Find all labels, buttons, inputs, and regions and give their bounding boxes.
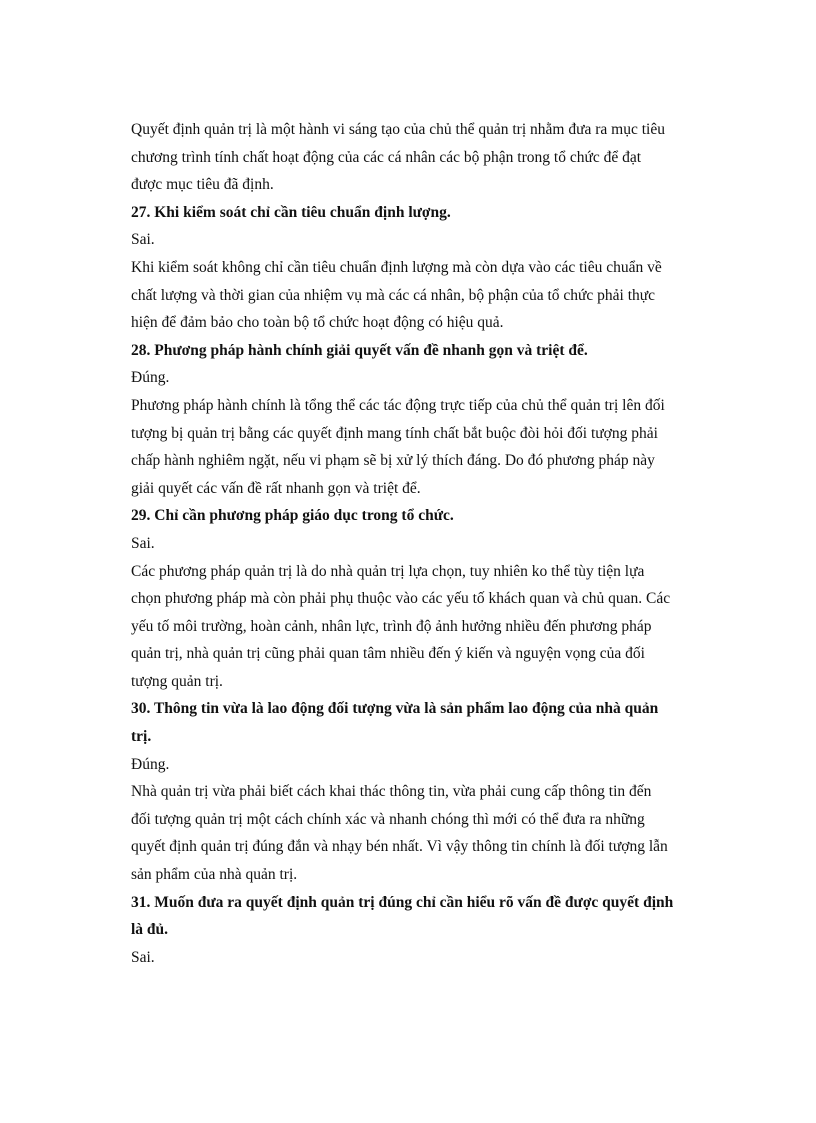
answer-27: Sai. [131, 231, 155, 249]
question-31-cont: là đủ. [131, 921, 169, 939]
explanation-line: quản trị, nhà quản trị cũng phải quan tâm nhiều đến ý kiến và nguyện vọng của đối [131, 645, 645, 663]
explanation-line: Khi kiểm soát không chỉ cần tiêu chuẩn định lượng mà còn dựa vào các tiêu chuẩn về [131, 258, 662, 276]
explanation-line: tượng bị quản trị bằng các quyết định mang tính chất bắt buộc đòi hỏi đối tượng phải [131, 424, 658, 442]
question-27: 27. Khi kiểm soát chỉ cần tiêu chuẩn định lượng. [131, 203, 451, 221]
explanation-line: Nhà quản trị vừa phải biết cách khai thác thông tin, vừa phải cung cấp thông tin đến [131, 783, 652, 801]
explanation-line: đối tượng quản trị một cách chính xác và nhanh chóng thì mới có thể đưa ra những [131, 810, 645, 828]
explanation-line: yếu tố môi trường, hoàn cảnh, nhân lực, trình độ ảnh hưởng nhiều đến phương pháp [131, 617, 652, 635]
answer-31: Sai. [131, 948, 155, 966]
question-29: 29. Chỉ cần phương pháp giáo dục trong tổ chức. [131, 507, 454, 525]
question-30: 30. Thông tin vừa là lao động đối tượng vừa là sản phẩm lao động của nhà quản [131, 700, 659, 718]
explanation-line: chất lượng và thời gian của nhiệm vụ mà các cá nhân, bộ phận của tổ chức phải thực [131, 286, 656, 304]
explanation-line: chấp hành nghiêm ngặt, nếu vi phạm sẽ bị xử lý thích đáng. Do đó phương pháp này [131, 452, 655, 470]
explanation-line: hiện để đảm bảo cho toàn bộ tổ chức hoạt động có hiệu quả. [131, 314, 504, 332]
explanation-line: tượng quản trị. [131, 672, 223, 690]
question-31: 31. Muốn đưa ra quyết định quản trị đúng chỉ cần hiểu rõ vấn đề được quyết định [131, 893, 674, 911]
explanation-line: giải quyết các vấn đề rất nhanh gọn và triệt để. [131, 479, 421, 497]
answer-28: Đúng. [131, 369, 170, 387]
question-28: 28. Phương pháp hành chính giải quyết vấn đề nhanh gọn và triệt để. [131, 341, 588, 359]
explanation-line: Phương pháp hành chính là tổng thể các tác động trực tiếp của chủ thể quản trị lên đối [131, 396, 665, 414]
intro-line: chương trình tính chất hoạt động của các cá nhân các bộ phận trong tổ chức để đạt [131, 148, 642, 166]
answer-30: Đúng. [131, 755, 170, 773]
intro-line: Quyết định quản trị là một hành vi sáng tạo của chủ thể quản trị nhằm đưa ra mục tiêu [131, 121, 665, 138]
explanation-line: chọn phương pháp mà còn phải phụ thuộc vào các yếu tố khách quan và chủ quan. Các [131, 590, 671, 608]
explanation-line: quyết định quản trị đúng đắn và nhạy bén nhất. Vì vậy thông tin chính là đối tượng lẫn [131, 838, 668, 856]
document-body [131, 116, 743, 971]
answer-29: Sai. [131, 534, 155, 552]
intro-line: được mục tiêu đã định. [131, 176, 274, 194]
explanation-line: sản phẩm của nhà quản trị. [131, 866, 298, 884]
explanation-line: Các phương pháp quản trị là do nhà quản trị lựa chọn, tuy nhiên ko thể tùy tiện lựa [131, 562, 645, 580]
question-30-cont: trị. [131, 728, 152, 746]
